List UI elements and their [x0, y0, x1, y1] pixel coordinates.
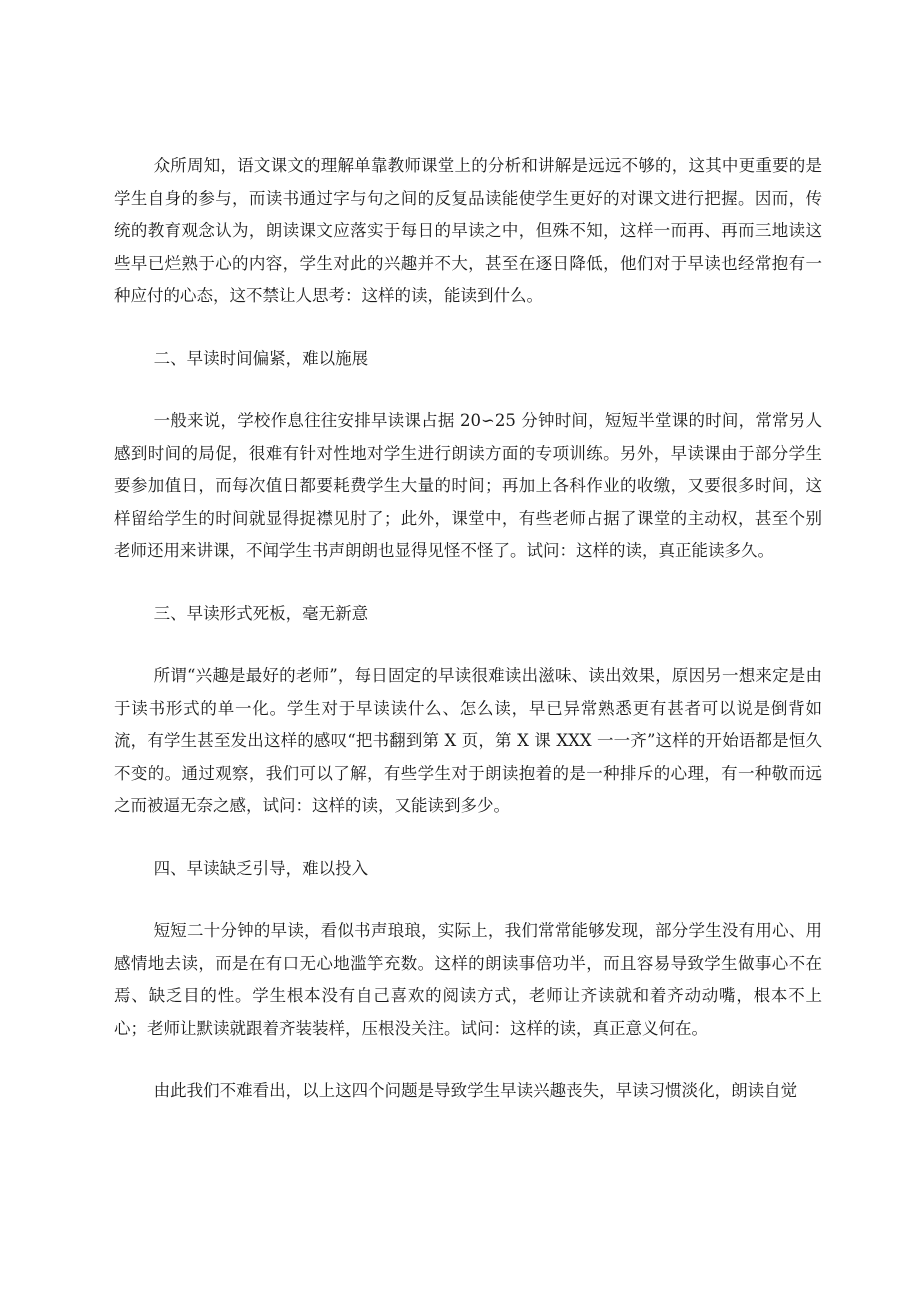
- conclusion-paragraph: 由此我们不难看出，以上这四个问题是导致学生早读兴趣丧失，早读习惯淡化，朗读自觉: [153, 1081, 798, 1100]
- section-3-paragraph: 所谓“兴趣是最好的老师”，每日固定的早读很难读出滋味、读出效果，原因另一想来定是由于读书形式的单一化。学生对于早读读什么、怎么读，早已异常熟悉更有甚者可以说是倒背如流，有学生甚至发出这样的感叹“把书翻到第 X 页，第 X 课 XXX 一一齐”这样的开始语都是恒久不变的。通过观察，我们可以了解，有些学生对于朗读抱着的是一种排斥的心理，有一种敬而远之而被逼无奈之感，试问：这样的读，又能读到多少。: [114, 666, 822, 815]
- section-heading-4: 四、早读缺乏引导，难以投入: [153, 858, 369, 878]
- section-2-paragraph: 一般来说，学校作息往往安排早读课占据 20∽25 分钟时间，短短半堂课的时间，常常另人感到时间的局促，很难有针对性地对学生进行朗读方面的专项训练。另外，早读课由于部分学生要参加值日，而每次值日都要耗费学生大量的时间；再加上各科作业的收缴，又要很多时间，这样留给学生的时间就显得捉襟见肘了；此外，课堂中，有些老师占据了课堂的主动权，甚至个别老师还用来讲课，不闻学生书声朗朗也显得见怪不怪了。试问：这样的读，真正能读多久。: [114, 411, 822, 560]
- section-heading-3: 三、早读形式死板，毫无新意: [153, 603, 369, 623]
- intro-paragraph: 众所周知，语文课文的理解单靠教师课堂上的分析和讲解是远远不够的，这其中更重要的是学生自身的参与，而读书通过字与句之间的反复品读能使学生更好的对课文进行把握。因而，传统的教育观念认为，朗读课文应落实于每日的早读之中，但殊不知，这样一而再、再而三地读这些早已烂熟于心的内容，学生对此的兴趣并不大，甚至在逐日降低，他们对于早读也经常抱有一种应付的心态，这不禁让人思考：这样的读，能读到什么。: [114, 156, 822, 305]
- section-heading-2: 二、早读时间偏紧，难以施展: [153, 348, 369, 368]
- section-4-paragraph: 短短二十分钟的早读，看似书声琅琅，实际上，我们常常能够发现，部分学生没有用心、用感情地去读，而是在有口无心地滥竽充数。这样的朗读事倍功半，而且容易导致学生做事心不在焉、缺乏目的性。学生根本没有自己喜欢的阅读方式，老师让齐读就和着齐动动嘴，根本不上心；老师让默读就跟着齐装装样，压根没关注。试问：这样的读，真正意义何在。: [114, 921, 822, 1038]
- document-body: [114, 150, 822, 1138]
